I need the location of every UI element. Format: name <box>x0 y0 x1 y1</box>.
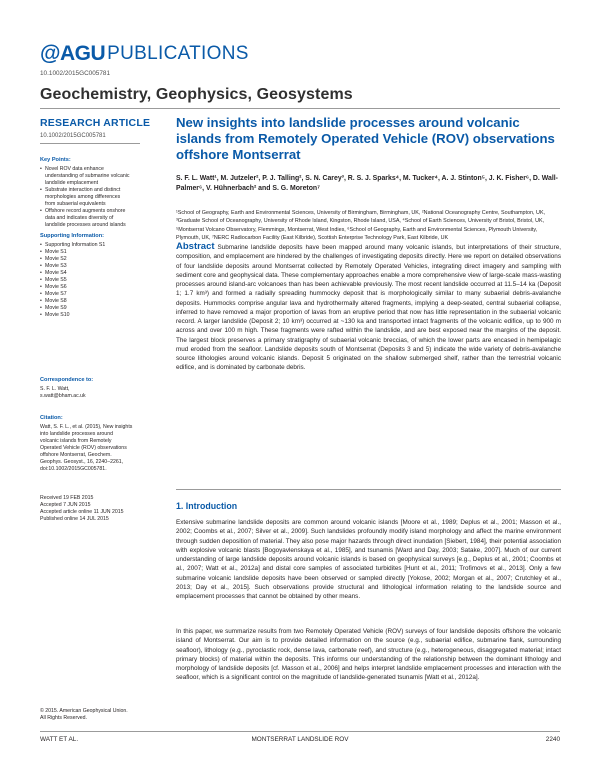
key-points <box>40 157 140 229</box>
intro-paragraph-2: In this paper, we summarize results from two Remotely Operated Vehicle (ROV) surveys of four landslide deposits offshore the volcanic island of Montserrat. Our aim is to provide detailed information on the source (e.g., subaerial edifice, submarine flank, surrounding seafloor), lithology (e.g., pyroclastic rock, dense lava, carbonate reef), and structure (e.g., heterogeneous, disaggregated material; intact primary blocks) of material within the deposits. This informs our understanding of the relationship between the dominant lithology and morphology of landslide deposits [cf. Masson et al., 2006] and helps interpret landslide emplacement processes and interaction with the seafloor, which is a significant control on the magnitude of landslide-generated tsunamis [Watt et al., 2012a]. <box>176 628 561 682</box>
citation-line: offshore Montserrat, Geochem. <box>40 452 112 458</box>
supporting-item[interactable]: • Movie S3 <box>44 263 140 270</box>
key-point-line: • Novel ROV data enhance <box>45 166 104 172</box>
supporting-heading: Supporting Information: <box>40 233 105 239</box>
key-point-line: landslide emplacement <box>45 180 99 186</box>
footer-running-title: MONTSERRAT LANDSLIDE ROV <box>251 736 349 743</box>
date-published: Published online 14 JUL 2015 <box>40 516 109 522</box>
supporting-item[interactable]: • Movie S10 <box>44 312 140 319</box>
citation-line: Watt, S. F. L., et al. (2015), New insights <box>40 424 133 430</box>
date-online: Accepted article online 11 JUN 2015 <box>40 509 124 515</box>
copyright <box>40 708 150 722</box>
abstract-label: Abstract <box>176 241 215 252</box>
intro-paragraph-1: Extensive submarine landslide deposits are common around volcanic islands [Moore et al., 1989; Deplus et al., 2001; Masson et al., 2002; Coombs et al., 2007; Silver et al., 2009]. Such landslides profoundly modify island morphology and affect the marine environment through sudden deposition of material. They also pose major hazards through direct inundation [Siebert, 1984], their potential association with explosive volcanic blasts [Bogoyavlenskaya et al., 1985], and tsunamis [Ward and Day, 2003; Satake, 2007]. Much of our current understanding of large landslide deposits around volcanic islands is based on geophysical surveys [e.g., Deplus et al., 2001; Coombs et al., 2007; Watt et al., 2012a] and distal core samples of associated turbidites [Hunt et al., 2011; Trofimovs et al., 2013]. Only a few submarine volcanic landslide deposits have been observed or sampled directly [Yokose, 2002; Morgan et al., 2007; Crutchley et al., 2013; Day et al., 2015]. Such observations provide structural and lithological information relating to the landslide source and emplacement processes that cannot be obtained by other means. <box>176 519 561 601</box>
article-title: New insights into landslide processes around volcanic islands from Remotely Operated Vehicle (ROV) observations offshore Montserrat <box>176 115 555 162</box>
copyright-line: All Rights Reserved. <box>40 715 87 721</box>
logo-publications: PUBLICATIONS <box>107 43 249 64</box>
correspondence-heading: Correspondence to: <box>40 377 94 383</box>
section-rule <box>176 489 561 490</box>
correspondence-name: S. F. L. Watt, <box>40 386 70 392</box>
abstract-text: Submarine landslide deposits have been mapped around many volcanic islands, but interpretations of their structure, composition, and emplacement are hindered by the challenges of investigating deposits directly. Here we report on detailed observations of four landslide deposits around Montserrat collected by Remotely Operated Vehicles, integrating direct imagery and sampling with sediment core and geophysical data. These complementary approaches enable a more comprehensive view of large-scale mass-wasting processes around island-arc volcanoes than has been achievable previously. The most recent landslide occurred at 11.5–14 ka (Deposit 1; 1.7 km³) and formed a radially spreading hummocky deposit that is morphologically similar to many subaerial debris-avalanche deposits. Hummocks comprise angular lava and hydrothermally altered fragments, implying a deep-seated, central subaerial collapse, inferred to have removed a major proportion of lavas from an eruptive period that now has little representation in the subaerial volcanic record. A larger landslide (Deposit 2; 10 km³) occurred at ~130 ka and transported intact fragments of the volcanic edifice, up to 900 m across and over 100 m high. These fragments were rafted within the landslide, and are best exposed near the margins of the deposit. The largest block preserves a primary stratigraphy of subaerial volcanic breccias, of which the lower parts are encased in hemipelagic mud eroded from the seafloor. Landslide deposits south of Montserrat (Deposits 3 and 5) indicate the wide variety of debris-avalanche source lithologies around volcanic islands. Deposit 5 originated on the shallow submerged shelf, rather than the terrestrial volcanic edifice, and is dominated by carbonate debris. <box>176 244 561 372</box>
journal-title: Geochemistry, Geophysics, Geosystems <box>40 86 353 103</box>
key-point-line: data and indicates diversity of <box>45 215 114 221</box>
citation-line: Geophys. Geosyst., 16, 2240–2261, <box>40 459 124 465</box>
supporting-info <box>40 233 140 319</box>
supporting-item[interactable]: • Movie S4 <box>44 270 140 277</box>
correspondence-email[interactable]: s.watt@bham.ac.uk <box>40 393 86 399</box>
section-heading: 1. Introduction <box>176 501 238 511</box>
key-point-line: • Substrate interaction and distinct <box>45 187 121 193</box>
supporting-item[interactable]: • Movie S6 <box>44 284 140 291</box>
date-accepted: Accepted 7 JUN 2015 <box>40 502 91 508</box>
copyright-line: © 2015. American Geophysical Union. <box>40 708 128 714</box>
citation-line: doi:10.1002/2015GC005781. <box>40 466 107 472</box>
agu-logo <box>40 42 249 66</box>
header-doi: 10.1002/2015GC005781 <box>40 70 111 77</box>
key-point <box>44 208 140 229</box>
key-point <box>44 187 140 208</box>
footer-rule <box>40 731 560 732</box>
left-rule <box>40 143 140 144</box>
correspondence <box>40 377 140 400</box>
abstract <box>176 242 561 373</box>
article-type: RESEARCH ARTICLE <box>40 117 151 129</box>
key-point-line: morphologies among differences <box>45 194 121 200</box>
citation-line: volcanic islands from Remotely <box>40 438 112 444</box>
article-doi[interactable]: 10.1002/2015GC005781 <box>40 133 106 139</box>
key-point-line: landslide processes around islands <box>45 222 126 228</box>
key-points-heading: Key Points: <box>40 157 71 163</box>
footer-authors: WATT ET AL. <box>40 736 79 743</box>
supporting-item[interactable]: • Movie S8 <box>44 298 140 305</box>
key-point-line: from subaerial equivalents <box>45 201 106 207</box>
supporting-item[interactable]: • Movie S9 <box>44 305 140 312</box>
key-point-line: understanding of submarine volcanic <box>45 173 130 179</box>
affiliations: ¹School of Geography, Earth and Environmental Sciences, University of Birmingham, Birmingham, UK, ²National Oceanography Centre, Southampton, UK, ³Graduate School of Oceanography, University of Rhode Island, Kingston, Rhode Island, USA, ⁴School of Earth Sciences, University of Bristol, Bristol, UK, ⁵Montserrat Volcano Observatory, Flemmings, Montserrat, West Indies, ⁶School of Geography, Earth and Environmental Sciences, Plymouth University, Plymouth, UK, ⁷NERC Radiocarbon Facility (East Kilbride), Scottish Enterprise Technology Park, East Kilbride, UK <box>176 210 546 241</box>
header-rule <box>40 108 560 109</box>
date-received: Received 19 FEB 2015 <box>40 495 94 501</box>
citation-line: into landslide processes around <box>40 431 113 437</box>
key-point <box>44 166 140 187</box>
citation-heading: Citation: <box>40 415 63 421</box>
citation-line: Operated Vehicle (ROV) observations <box>40 445 127 451</box>
supporting-item[interactable]: • Movie S7 <box>44 291 140 298</box>
supporting-item[interactable]: • Movie S2 <box>44 256 140 263</box>
key-point-line: • Offshore record augments onshore <box>45 208 126 214</box>
supporting-item[interactable]: • Movie S1 <box>44 249 140 256</box>
supporting-item[interactable]: • Movie S5 <box>44 277 140 284</box>
author-list: S. F. L. Watt¹, M. Jutzeler², P. J. Talling², S. N. Carey³, R. S. J. Sparks⁴, M. Tucker⁴, A. J. Stinton⁵, J. K. Fisher⁶, D. Wall-Palmer⁶, V. Hühnerbach² and S. G. Moreton⁷ <box>176 175 558 192</box>
logo-mark: @AGU <box>40 42 106 65</box>
article-dates <box>40 495 140 523</box>
supporting-item[interactable]: • Supporting Information S1 <box>44 242 140 249</box>
citation <box>40 415 140 473</box>
page-number: 2240 <box>545 736 560 743</box>
